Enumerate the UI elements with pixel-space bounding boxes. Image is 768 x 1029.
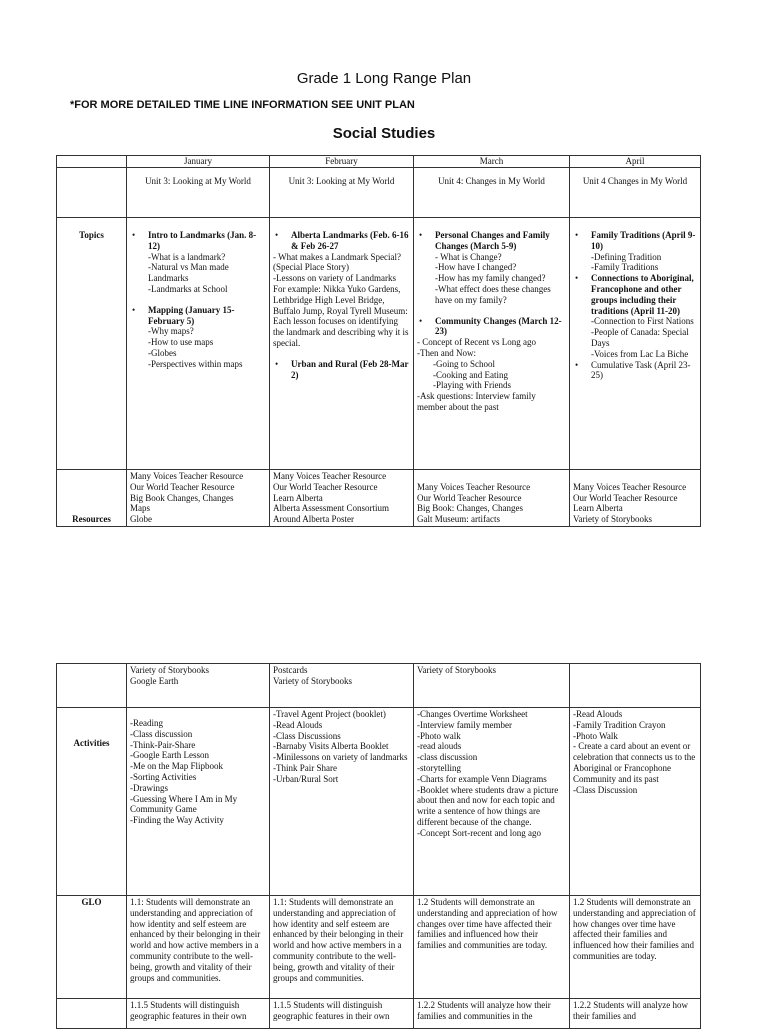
activity-item: -Read Alouds (573, 709, 623, 719)
activities-label: Activities (57, 708, 127, 896)
resources-row (57, 470, 701, 527)
activity-item: -Reading (130, 718, 163, 728)
unit-label-cell (57, 168, 127, 218)
topic-bullet (291, 359, 410, 381)
glo-march: 1.2 Students will demonstrate an understanding and appreciation of how changes over time have affected their families and influenced how their families and communities are today. (414, 896, 570, 999)
slo-january: 1.1.5 Students will distinguish geographic features in their own (127, 999, 270, 1029)
activity-item: -Drawings (130, 782, 168, 793)
month-april: April (570, 156, 701, 168)
topic-line: -Lessons on variety of Landmarks For example: Nikka Yuko Gardens, Lethbridge High Level Bridge, Buffalo Jump, Royal Tyrell Museum: Each lesson focuses on identifying the landmark and describing why it is special. (273, 273, 409, 348)
resource-item: Big Book: Changes, Changes (417, 503, 523, 514)
topic-title: Cumulative Task (April 23-25) (591, 359, 691, 381)
topic-line: -Landmarks at School (148, 283, 228, 294)
activity-item: -storytelling (417, 762, 461, 773)
topic-bullet (291, 230, 410, 252)
resources-label: Resources (57, 470, 127, 527)
topic-line: -Perspectives within maps (148, 358, 243, 369)
activity-item: -Photo walk (417, 730, 461, 741)
topic-title: Mapping (January 15-February 5) (148, 304, 235, 326)
topic-line: -How have I changed? (435, 262, 517, 273)
activity-item: -Sorting Activities (130, 771, 197, 782)
topic-line: -Then and Now: (417, 347, 476, 358)
resource-item: Alberta Assessment Consortium (273, 503, 389, 514)
topic-title: Family Traditions (April 9-10) (591, 230, 696, 251)
resource-item: Postcards (273, 665, 308, 675)
resource-item: Our World Teacher Resource (417, 492, 522, 503)
resource-item: Many Voices Teacher Resource (273, 471, 387, 482)
activities-february (270, 708, 414, 896)
topic-line: -Defining Tradition (591, 251, 662, 262)
resources-continued-march (414, 664, 570, 708)
topics-row (57, 218, 701, 470)
activity-item: -Me on the Map Flipbook (130, 761, 223, 772)
topic-line: - Concept of Recent vs Long ago (417, 337, 536, 348)
topic-line: -How has my family changed? (435, 273, 546, 284)
resources-continued-january (127, 664, 270, 708)
activity-item: -Finding the Way Activity (130, 815, 224, 826)
activity-item: -Family Tradition Crayon (573, 719, 666, 730)
resource-item: Variety of Storybooks (273, 675, 352, 686)
resource-item: Variety of Storybooks (417, 665, 496, 675)
topics-label: Topics (57, 218, 127, 470)
month-march: March (414, 156, 570, 168)
topic-title: Community Changes (March 12-23) (435, 315, 562, 337)
topic-line: -Playing with Friends (433, 380, 511, 391)
unit-plan-note: *FOR MORE DETAILED TIME LINE INFORMATION SEE UNIT PLAN (70, 99, 415, 111)
resources-continued-april (570, 664, 701, 708)
topic-bullet (148, 305, 266, 370)
activities-april (570, 708, 701, 896)
activity-item: -Class discussion (130, 728, 193, 739)
topics-march (414, 218, 570, 470)
month-january: January (127, 156, 270, 168)
activity-item: -Read Alouds (273, 719, 323, 730)
activity-item: -Booklet where students draw a picture about then and now for each topic and write a sentence of how things are different because of the change. (417, 784, 559, 827)
topic-line: -Voices from Lac La Biche (591, 348, 689, 359)
slo-label-cell (57, 999, 127, 1029)
resources-april (570, 470, 701, 527)
resources-february (270, 470, 414, 527)
topic-line: -How to use maps (148, 337, 214, 348)
resource-item: Google Earth (130, 675, 179, 686)
unit-april: Unit 4 Changes in My World (570, 168, 701, 218)
activity-item: -Think Pair Share (273, 762, 337, 773)
topic-line: -Natural vs Man made Landmarks (148, 262, 229, 284)
activity-item: - Create a card about an event or celebration that connects us to the Aboriginal or Francophone Community and its past (573, 741, 696, 784)
resource-item: Around Alberta Poster (273, 514, 354, 525)
topic-title: Urban and Rural (Feb 28-Mar 2) (291, 358, 409, 380)
topic-line: -Cooking and Eating (433, 369, 508, 380)
resource-item: Many Voices Teacher Resource (417, 481, 531, 492)
month-february: February (270, 156, 414, 168)
resource-item: Many Voices Teacher Resource (573, 481, 687, 492)
resources-march (414, 470, 570, 527)
topic-bullet (148, 230, 266, 295)
plan-table-bottom (56, 663, 701, 1029)
activities-row (57, 708, 701, 896)
slo-march: 1.2.2 Students will analyze how their families and communities in the (414, 999, 570, 1029)
topic-bullet (435, 316, 566, 338)
topic-title: Intro to Landmarks (Jan. 8-12) (148, 230, 257, 251)
activity-item: -Think-Pair-Share (130, 739, 196, 750)
resource-item: Variety of Storybooks (130, 665, 209, 675)
topic-line: -Globes (148, 347, 177, 358)
activity-item: -Travel Agent Project (booklet) (273, 709, 386, 719)
topic-line: - What makes a Landmark Special? (Special Place Story) (273, 251, 402, 273)
topic-line: -Ask questions: Interview family member about the past (417, 391, 536, 412)
topic-title: Alberta Landmarks (Feb. 6-16 & Feb 26-27 (291, 230, 409, 251)
resource-item: Maps (130, 503, 150, 514)
glo-label: GLO (57, 896, 127, 999)
topic-line: -Family Traditions (591, 262, 659, 273)
activity-item: -Changes Overtime Worksheet (417, 709, 528, 719)
resource-item: Galt Museum: artifacts (417, 514, 500, 525)
slo-row (57, 999, 701, 1029)
resources-january (127, 470, 270, 527)
topic-line: -Connection to First Nations (591, 316, 694, 327)
topic-title: Personal Changes and Family Changes (March 5-9) (435, 230, 550, 251)
resource-item: Many Voices Teacher Resource (130, 471, 244, 482)
topic-line: -What is a landmark? (148, 251, 226, 262)
topics-february (270, 218, 414, 470)
activity-item: -Charts for example Venn Diagrams (417, 773, 547, 784)
resource-item: Our World Teacher Resource (130, 481, 235, 492)
activity-item: -Class Discussion (573, 784, 638, 795)
activity-item: -Photo Walk (573, 730, 618, 741)
resources-continued-label (57, 664, 127, 708)
topic-bullet (591, 230, 697, 273)
activity-item: -read alouds (417, 741, 462, 752)
topics-april (570, 218, 701, 470)
resource-item: Our World Teacher Resource (573, 492, 678, 503)
resource-item: Learn Alberta (273, 492, 323, 503)
activity-item: -Guessing Where I Am in My Community Game (130, 793, 238, 815)
resource-item: Our World Teacher Resource (273, 481, 378, 492)
unit-january: Unit 3: Looking at My World (127, 168, 270, 218)
unit-march: Unit 4: Changes in My World (414, 168, 570, 218)
activity-item: -Interview family member (417, 719, 512, 730)
activity-item: -Google Earth Lesson (130, 750, 209, 761)
month-header-row (57, 156, 701, 168)
unit-row (57, 168, 701, 218)
slo-april: 1.2.2 Students will analyze how their families and (570, 999, 701, 1029)
slo-february: 1.1.5 Students will distinguish geographic features in their own (270, 999, 414, 1029)
resource-item: Variety of Storybooks (573, 514, 652, 525)
topic-line: -What effect does these changes have on my family? (435, 283, 551, 305)
corner-cell (57, 156, 127, 168)
plan-table-top (56, 155, 701, 527)
glo-row (57, 896, 701, 999)
resources-continued-row (57, 664, 701, 708)
topic-title: Connections to Aboriginal, Francophone and other groups including their traditions (April 11-20) (591, 273, 694, 316)
activity-item: -class discussion (417, 752, 478, 763)
topic-bullet (591, 273, 697, 359)
topic-line: -People of Canada: Special Days (591, 327, 689, 348)
topics-january (127, 218, 270, 470)
unit-february: Unit 3: Looking at My World (270, 168, 414, 218)
activities-january (127, 708, 270, 896)
activity-item: -Class Discussions (273, 730, 341, 741)
activity-item: -Concept Sort-recent and long ago (417, 827, 541, 838)
resource-item: Globe (130, 514, 152, 525)
topic-line: - What is Change? (435, 251, 502, 262)
activity-item: -Urban/Rural Sort (273, 773, 339, 784)
activities-march (414, 708, 570, 896)
activity-item: -Barnaby Visits Alberta Booklet (273, 741, 389, 752)
subject-heading: Social Studies (332, 125, 436, 142)
resource-item: Learn Alberta (573, 503, 623, 514)
page-title: Grade 1 Long Range Plan (296, 70, 472, 87)
topic-line: -Going to School (433, 358, 495, 369)
topic-line: -Why maps? (148, 326, 194, 337)
topic-bullet (591, 360, 697, 382)
resources-continued-february (270, 664, 414, 708)
topic-bullet (435, 230, 566, 306)
glo-february: 1.1: Students will demonstrate an understanding and appreciation of how identity and self esteem are enhanced by their belonging in their world and how active members in a community contribute to the well-being, growth and vitality of their groups and communities. (270, 896, 414, 999)
glo-january: 1.1: Students will demonstrate an understanding and appreciation of how identity and self esteem are enhanced by their belonging in their world and how active members in a community contribute to the well-being, growth and vitality of their groups and communities. (127, 896, 270, 999)
resource-item: Big Book Changes, Changes (130, 492, 234, 503)
activity-item: -Minilessons on variety of landmarks (273, 752, 408, 763)
glo-april: 1.2 Students will demonstrate an understanding and appreciation of how changes over time have affected their families and influenced how their families and communities are today. (570, 896, 701, 999)
